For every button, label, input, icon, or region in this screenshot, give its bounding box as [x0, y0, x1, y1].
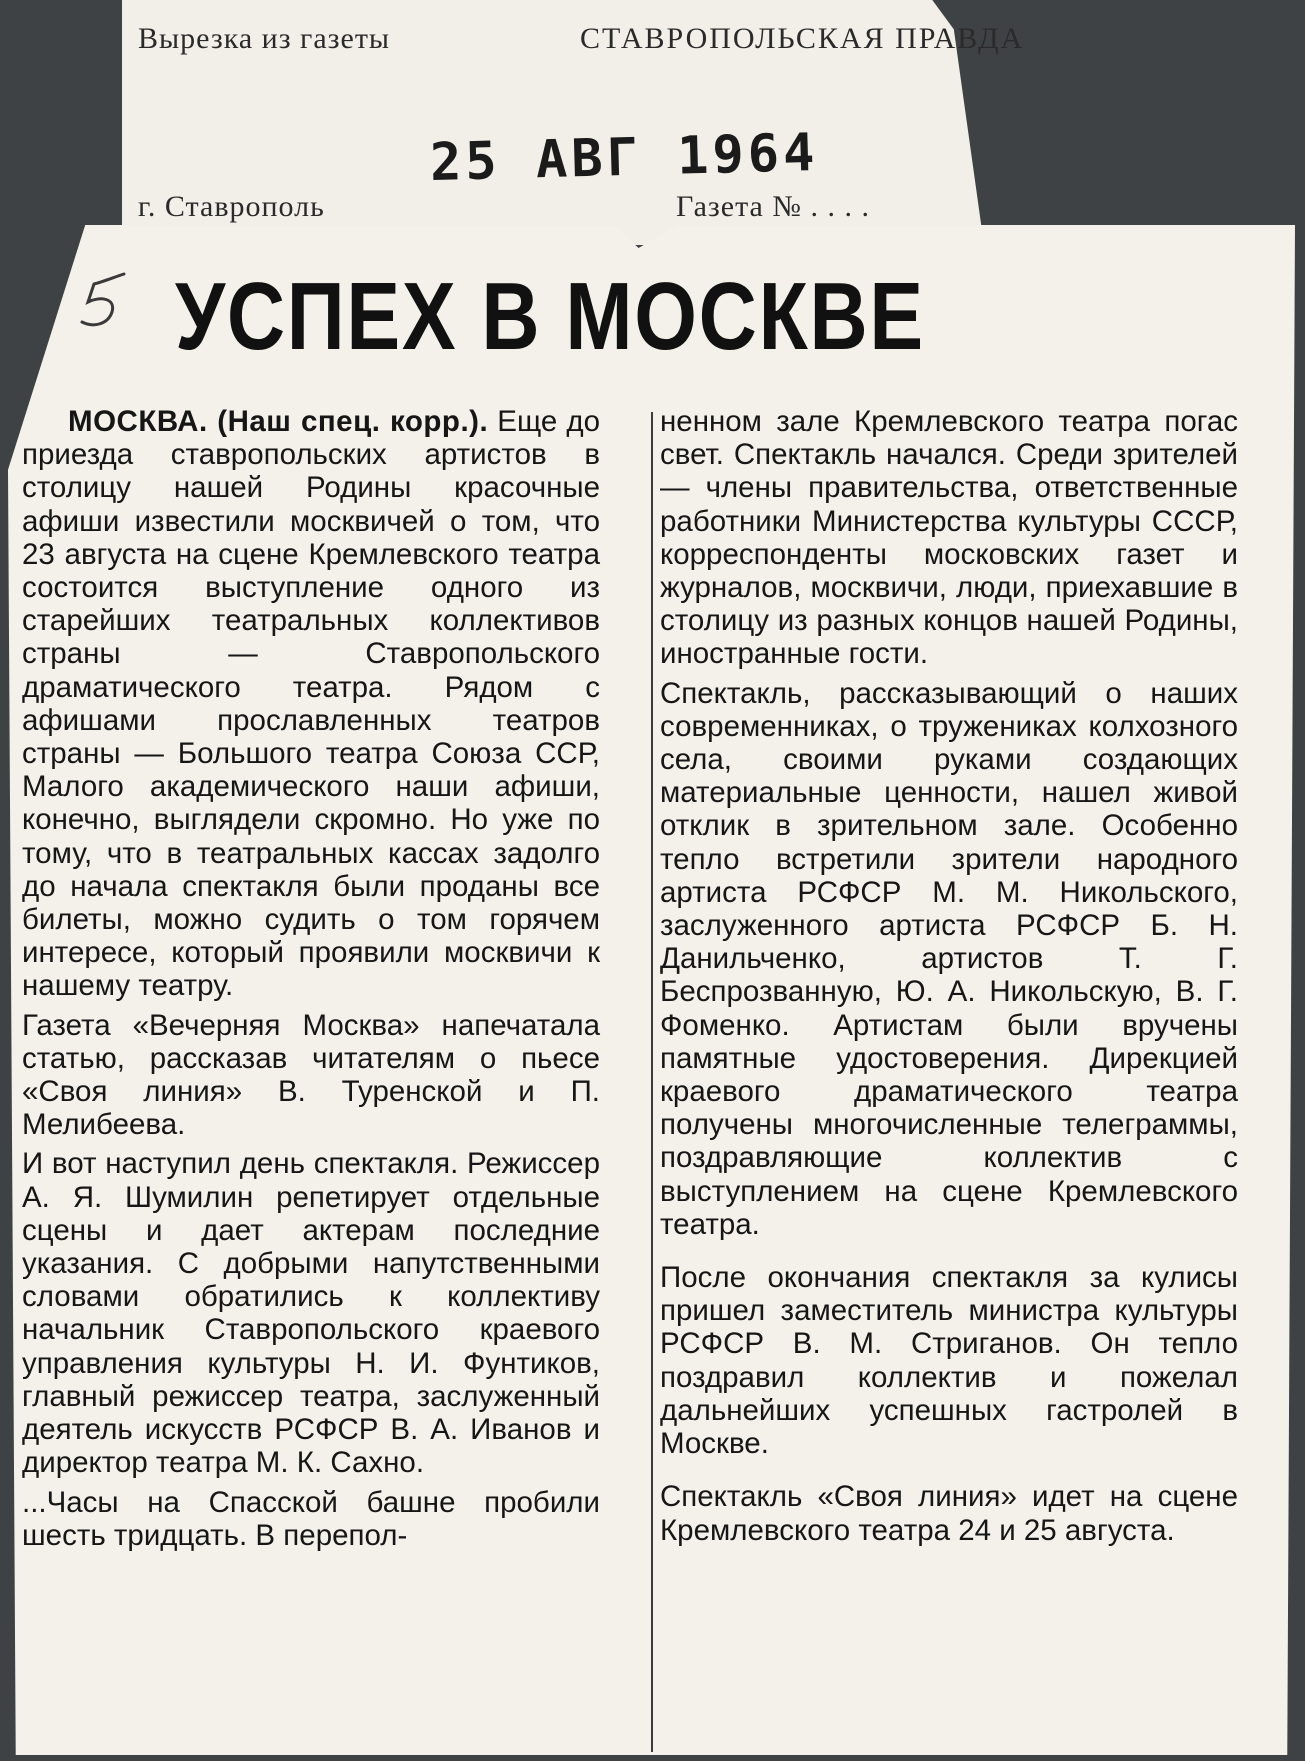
article-column-left [22, 405, 600, 1552]
article-paragraph-7: Спектакль «Своя линия» идет на сцене Кремлевского театра 24 и 25 августа. [660, 1480, 1238, 1547]
issue-number-label: Газета № . . . . [676, 190, 870, 223]
column-divider [651, 412, 653, 1752]
article-paragraph-3: И вот наступил день спектакля. Режиссер А. Я. Шумилин репетирует отдельные сцены и дает актерам последние указания. С добрыми напутственными словами обратились к коллективу начальник Ставропольского краевого управления культуры Н. И. Фунтиков, главный режиссер театра, заслуженный деятель искусств РСФСР В. А. Иванов и директор театра М. К. Сахно. [22, 1147, 600, 1480]
article-paragraph-4-start: ...Часы на Спасской башне пробили шесть тридцать. В перепол- [22, 1485, 600, 1552]
article-paragraph-4-continued: ненном зале Кремлевского театра погас свет. Спектакль начался. Среди зрителей — члены правительства, ответственные работники Министерства культуры СССР, корреспонденты московских газет и журналов, москвичи, люди, приехавшие в столицу из разных концов нашей Родины, иностранные гости. [660, 405, 1238, 671]
article-paragraph-6: После окончания спектакля за кулисы пришел заместитель министра культуры РСФСР В. М. Стриганов. Он тепло поздравил коллектив и пожелал дальнейших успешных гастролей в Москве. [660, 1261, 1238, 1461]
handwritten-number-mark [72, 268, 142, 338]
clipping-source-label: Вырезка из газеты [138, 22, 391, 55]
article-paragraph-2: Газета «Вечерняя Москва» напечатала статью, рассказав читателям о пьесе «Своя линия» В. Туренской и П. Мелибеева. [22, 1008, 600, 1142]
article-column-right [660, 405, 1238, 1547]
city-label: г. Ставрополь [138, 190, 325, 223]
article-paragraph-1: Еще до приезда ставропольских артистов в столицу нашей Родины красочные афиши известили москвичей о том, что 23 августа на сцене Кремлевского театра состоится выступление одного из старейших театральных коллективов страны — Ставропольского драматического театра. Рядом с афишами прославленных театров страны — Большого театра Союза ССР, Малого академического наши афиши, конечно, выглядели скромно. Но уже по тому, что в театральных кассах задолго до начала спектакля были проданы все билеты, можно судить о том горячем интересе, который проявили москвичи к нашему театру. [22, 405, 600, 1003]
newspaper-name: СТАВРОПОЛЬСКАЯ ПРАВДА [580, 22, 1025, 55]
date-stamp: 25 АВГ 1964 [429, 122, 820, 194]
article-paragraph-5: Спектакль, рассказывающий о наших современниках, о тружениках колхозного села, своими руками создающих материальные ценности, нашел живой отклик в зрительном зале. Особенно тепло встретили зрители народного артиста РСФСР М. М. Никольского, заслуженного артиста РСФСР Б. Н. Данильченко, артистов Т. Г. Беспрозванную, Ю. А. Никольскую, В. Г. Фоменко. Артистам были вручены памятные удостоверения. Дирекцией краевого драматического театра получены многочисленные телеграммы, поздравляющие коллектив с выступлением на сцене Кремлевского театра. [660, 676, 1238, 1241]
article-dateline: МОСКВА. (Наш спец. корр.). [68, 405, 489, 438]
article-headline: УСПЕХ В МОСКВЕ [175, 263, 925, 370]
